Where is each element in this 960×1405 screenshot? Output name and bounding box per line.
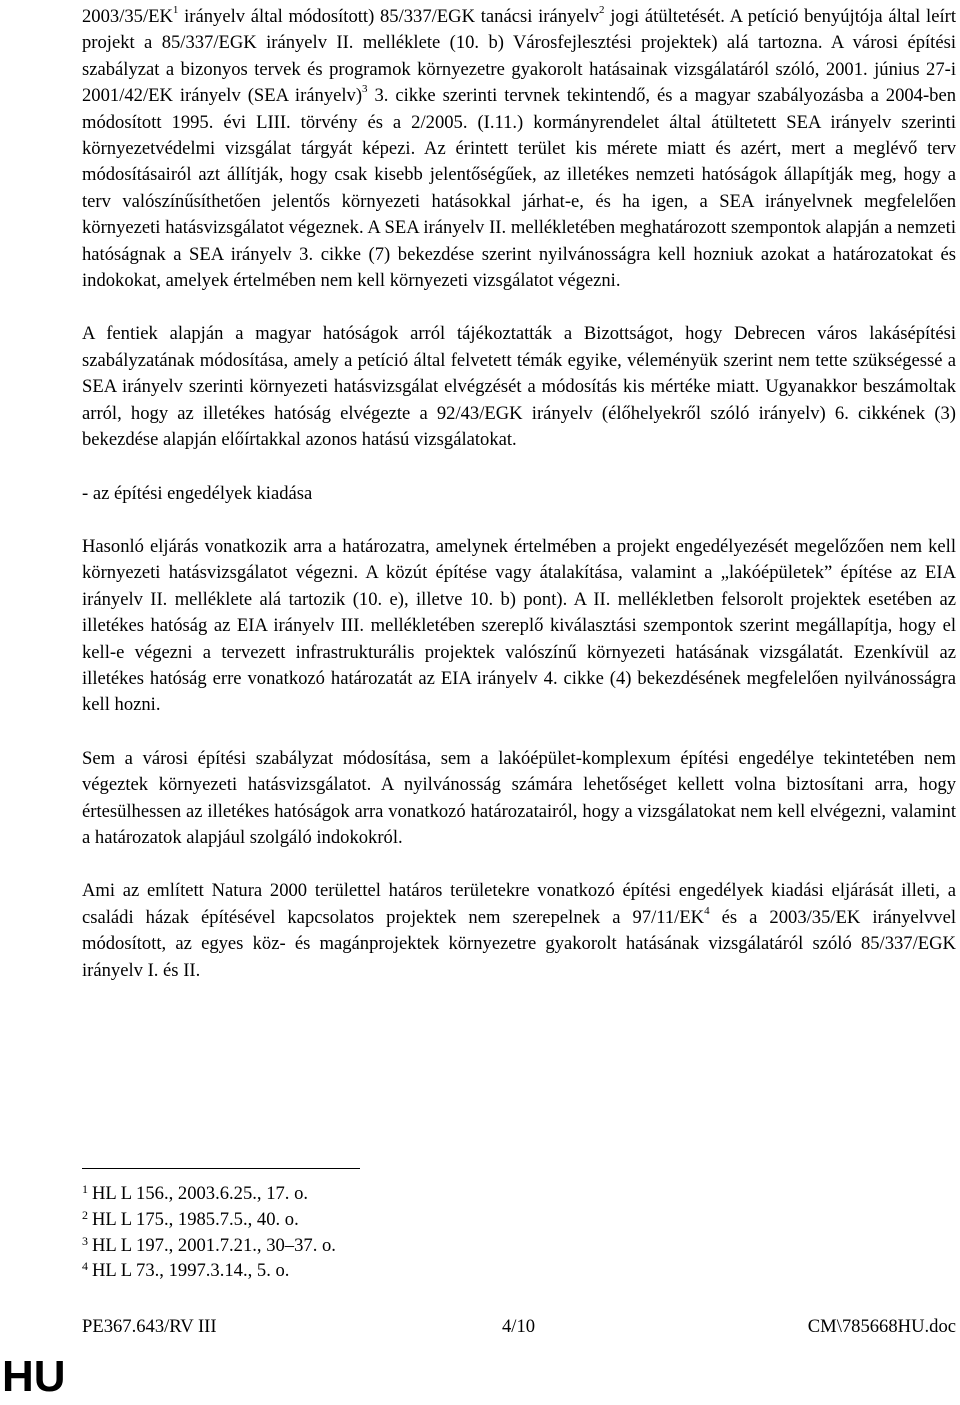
footnote-item <box>82 1208 682 1234</box>
footnote-item <box>82 1259 682 1285</box>
footnote-number: 2 <box>82 1207 88 1222</box>
page-number: 4/10 <box>502 1316 536 1337</box>
footnote-ref-3: 3 <box>362 83 368 96</box>
footnote-item <box>82 1234 682 1260</box>
section-heading: - az építési engedélyek kiadása <box>82 482 313 504</box>
file-name: CM\785668HU.doc <box>807 1316 956 1337</box>
text-run: irányelv által módosított) 85/337/EGK tanácsi irányelv <box>178 6 600 27</box>
paragraph-5 <box>82 878 956 984</box>
text-run: jogi átültetését. A petíció benyújtója által leírt projekt a 85/337/EGK irányelv II. melléklete (10. b) Városfejlesztési projektek) alá tartozna. A városi építési szabályzat a bizonyos tervek és programok környezetre gyakorolt hatásainak vizsgálatáról szóló, 2001. június 27-i 2001/42/EK irányelv (SEA irányelv) <box>82 6 956 107</box>
document-reference: PE367.643/RV III <box>82 1316 217 1337</box>
language-tag: HU <box>2 1352 66 1401</box>
text-run: 3. cikke szerinti tervnek tekintendő, és a magyar szabályozásba a 2004-ben módosított 1995. évi LIII. törvény és a 2/2005. (I.11.) kormányrendelet által átültetett SEA irányelv szerinti környezetvédelmi vizsgálat tárgyát képezi. Az érintett terület kis mérete miatt és azért, mert a meglévő terv módosításairól azt állítják, hogy csak kisebb jelentőségűek, az illetékes nemzeti hatóságok állapítják meg, hogy a terv valószínűsíthetően jelentős környezeti hatásokkal járhat-e, és ha igen, a SEA irányelvnek megfelelően környezeti hatásvizsgálatot végeznek. A SEA irányelv II. mellékletében meghatározott szempontok alapján a nemzeti hatóságnak a SEA irányelv 3. cikke (7) bekezdése szerint nyilvánosságra kell hozniuk azokat a határozatokat és indokokat, amelyek értelmében nem kell környezeti vizsgálatot végezni. <box>82 85 957 292</box>
paragraph-2: A fentiek alapján a magyar hatóságok arról tájékoztatták a Bizottságot, hogy Debrecen város lakásépítési szabályzatának módosítása, amely a petíció által felvetett témák egyike, véleményük szerint nem tette szükségessé a SEA irányelv szerinti környezeti hatásvizsgálat elvégzését a módosítás kis mértéke miatt. Ugyanakkor beszámoltak arról, hogy az illetékes hatóság elvégezte a 92/43/EGK irányelv (élőhelyekről szóló irányelv) 6. cikkének (3) bekezdése alapján előírtakkal azonos hatású vizsgálatokat. <box>82 323 956 451</box>
footnote-separator <box>82 1168 360 1169</box>
footnote-ref-4: 4 <box>704 904 710 917</box>
footnote-number: 1 <box>82 1182 88 1196</box>
footnote-text: HL L 197., 2001.7.21., 30–37. o. <box>92 1234 336 1256</box>
footnote-text: HL L 156., 2003.6.25., 17. o. <box>92 1183 309 1204</box>
footnote-ref-2: 2 <box>599 3 605 16</box>
text-run: 2003/35/EK <box>82 6 173 27</box>
paragraph-1 <box>82 4 956 294</box>
text-run: és a 2003/35/EK irányelvvel módosított, az egyes köz- és magánprojektek környezetre gyakorolt hatásának vizsgálatáról szóló 85/337/EGK irányelv I. és II. <box>82 906 956 981</box>
document-body <box>82 4 956 984</box>
footnote-number: 3 <box>82 1233 88 1248</box>
footnotes <box>82 1182 682 1285</box>
footnote-number: 4 <box>82 1259 88 1274</box>
text-run: Ami az említett Natura 2000 területtel határos területekre vonatkozó építési engedélyek kiadási eljárását illeti, a családi házak építésével kapcsolatos projektek nem szerepelnek a 97/11/EK <box>82 880 956 928</box>
footnote-text: HL L 175., 1985.7.5., 40. o. <box>92 1208 299 1230</box>
paragraph-4: Sem a városi építési szabályzat módosítása, sem a lakóépület-komplexum építési engedélye tekintetében nem végeztek környezeti hatásvizsgálatot. A nyilvánosság számára lehetőséget kellett volna biztosítani arra, hogy értesülhessen az illetékes hatóságok arra vonatkozó határozatairól, hogy a vizsgálatokat nem kell elvégezni, valamint a határozatok alapjául szolgáló indokokról. <box>82 747 956 848</box>
page-footer <box>82 1314 956 1340</box>
footnote-ref-1: 1 <box>172 3 179 16</box>
footnote-text: HL L 73., 1997.3.14., 5. o. <box>92 1260 290 1282</box>
paragraph-3: Hasonló eljárás vonatkozik arra a határozatra, amelynek értelmében a projekt engedélyezését megelőzően nem kell környezeti hatásvizsgálatot végezni. A közút építése vagy átalakítása, valamint a „lakóépületek” építése az EIA irányelv II. melléklete alá tartozik (10. e), illetve 10. b) pont). A II. mellékletben felsorolt projektek esetében az illetékes hatóság az EIA irányelv III. mellékletében szereplő kiválasztási szempontok szerint megállapítja, hogy el kell-e végezni a tervezett infrastrukturális projektek valószínű környezeti hatásának vizsgálatát. Ezenkívül az illetékes hatóság erre vonatkozó határozatát az EIA irányelv 4. cikke (4) bekezdésének megfelelően nyilvánosságra kell hozni. <box>82 535 956 716</box>
footnote-item <box>82 1182 682 1208</box>
